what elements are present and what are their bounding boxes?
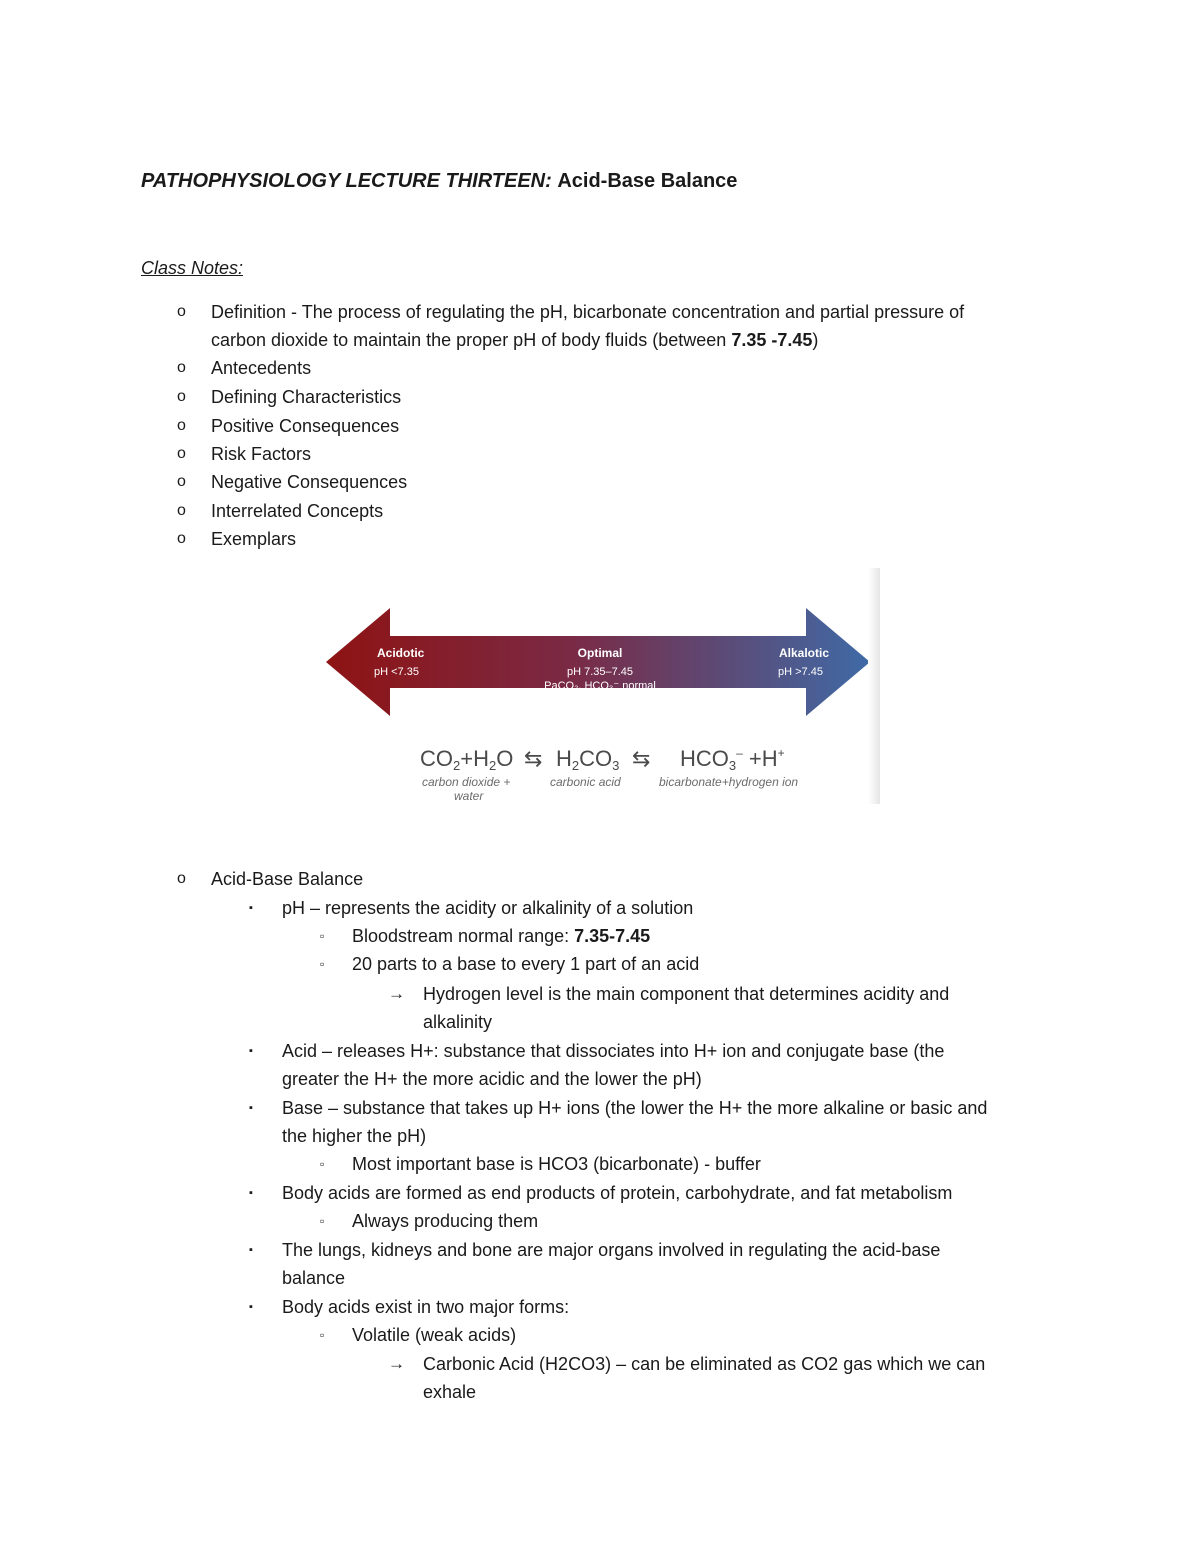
definition-ph-range: 7.35 -7.45 bbox=[731, 330, 813, 350]
body-acids-metabolism: Body acids are formed as end products of protein, carbohydrate, and fat metabolism bbox=[282, 1183, 953, 1203]
hollow-square-bullet: ▫ bbox=[320, 957, 325, 971]
carbonic-equation bbox=[420, 746, 840, 776]
caption-co2-water: carbon dioxide + bbox=[422, 775, 511, 789]
list-item: Risk Factors bbox=[211, 444, 312, 464]
organs-line-2: balance bbox=[282, 1268, 346, 1288]
ph-scale-arrow bbox=[322, 606, 874, 716]
ph-normal-range: Bloodstream normal range: 7.35-7.45 bbox=[352, 926, 651, 946]
acidotic-ph: pH <7.35 bbox=[374, 666, 419, 678]
circle-bullet: o bbox=[177, 445, 186, 462]
circle-bullet: o bbox=[177, 530, 186, 547]
definition-line-1: Definition - The process of regulating the pH, bicarbonate concentration and partial pressure of bbox=[211, 302, 965, 322]
ph-range-value: 7.35-7.45 bbox=[574, 926, 651, 946]
h2co3-term: H2CO3 bbox=[556, 746, 620, 773]
caption-bicarbonate: bicarbonate+hydrogen ion bbox=[659, 775, 799, 789]
carbonic-acid-line-2: exhale bbox=[423, 1382, 477, 1402]
base-line-2: the higher the pH) bbox=[282, 1126, 427, 1146]
volatile-acids: Volatile (weak acids) bbox=[352, 1325, 517, 1345]
hollow-square-bullet: ▫ bbox=[320, 1328, 325, 1342]
ph-definition: pH – represents the acidity or alkalinity of a solution bbox=[282, 898, 694, 918]
caption-carbonic-acid: carbonic acid bbox=[550, 775, 621, 789]
acid-line-1: Acid – releases H+: substance that dissociates into H+ ion and conjugate base (the bbox=[282, 1041, 945, 1061]
image-edge-shadow bbox=[868, 568, 880, 804]
square-bullet: ▪ bbox=[249, 1244, 253, 1256]
acidotic-label: Acidotic bbox=[377, 646, 425, 660]
list-item: Antecedents bbox=[211, 358, 312, 378]
acid-line-2: greater the H+ the more acidic and the lower the pH) bbox=[282, 1069, 702, 1089]
list-item: Positive Consequences bbox=[211, 416, 400, 436]
page-title bbox=[141, 168, 737, 194]
circle-bullet: o bbox=[177, 303, 186, 320]
equilibrium-arrow-icon: ⇆ bbox=[524, 746, 543, 771]
square-bullet: ▪ bbox=[249, 902, 253, 914]
optimal-gases: PaCO₂, HCO₃⁻ normal bbox=[544, 680, 656, 692]
list-item: Negative Consequences bbox=[211, 472, 408, 492]
caption-water: water bbox=[454, 789, 484, 803]
base-bicarbonate: Most important base is HCO3 (bicarbonate) - buffer bbox=[352, 1154, 761, 1174]
organs-line-1: The lungs, kidneys and bone are major organs involved in regulating the acid-base bbox=[282, 1240, 941, 1260]
acid-base-heading: Acid-Base Balance bbox=[211, 869, 364, 889]
ph-ratio: 20 parts to a base to every 1 part of an acid bbox=[352, 954, 700, 974]
circle-bullet: o bbox=[177, 359, 186, 376]
square-bullet: ▪ bbox=[249, 1187, 253, 1199]
equilibrium-arrow-icon: ⇆ bbox=[632, 746, 651, 771]
circle-bullet: o bbox=[177, 473, 186, 490]
carbonic-acid-line-1: Carbonic Acid (H2CO3) – can be eliminated as CO2 gas which we can bbox=[423, 1354, 986, 1374]
title-topic: Acid-Base Balance bbox=[557, 170, 738, 192]
alkalotic-label: Alkalotic bbox=[779, 646, 830, 660]
square-bullet: ▪ bbox=[249, 1102, 253, 1114]
square-bullet: ▪ bbox=[249, 1045, 253, 1057]
circle-bullet: o bbox=[177, 388, 186, 405]
hydrogen-line-1: Hydrogen level is the main component that determines acidity and bbox=[423, 984, 950, 1004]
hollow-square-bullet: ▫ bbox=[320, 1214, 325, 1228]
hollow-square-bullet: ▫ bbox=[320, 929, 325, 943]
circle-bullet: o bbox=[177, 502, 186, 519]
hollow-square-bullet: ▫ bbox=[320, 1157, 325, 1171]
list-item: Exemplars bbox=[211, 529, 297, 549]
section-label: Class Notes: bbox=[141, 258, 244, 278]
base-line-1: Base – substance that takes up H+ ions (the lower the H+ the more alkaline or basic and bbox=[282, 1098, 988, 1118]
list-item: Defining Characteristics bbox=[211, 387, 402, 407]
circle-bullet: o bbox=[177, 870, 186, 887]
always-producing: Always producing them bbox=[352, 1211, 539, 1231]
circle-bullet: o bbox=[177, 417, 186, 434]
square-bullet: ▪ bbox=[249, 1301, 253, 1313]
arrow-bullet-icon: → bbox=[388, 1354, 405, 1373]
co2-h2o-term: CO2+H2O bbox=[420, 746, 514, 773]
optimal-ph: pH 7.35–7.45 bbox=[566, 666, 634, 678]
list-item: Interrelated Concepts bbox=[211, 501, 384, 521]
ph-scale-diagram bbox=[322, 568, 880, 804]
hydrogen-line-2: alkalinity bbox=[423, 1012, 493, 1032]
definition-line-2: carbon dioxide to maintain the proper pH of body fluids (between 7.35 -7.45) bbox=[211, 330, 819, 350]
title-italic: PATHOPHYSIOLOGY LECTURE THIRTEEN: bbox=[141, 170, 552, 192]
acid-forms: Body acids exist in two major forms: bbox=[282, 1297, 570, 1317]
alkalotic-ph: pH >7.45 bbox=[778, 666, 823, 678]
optimal-label: Optimal bbox=[577, 646, 623, 660]
hco3-h-term: HCO3– +H+ bbox=[680, 746, 785, 773]
arrow-bullet-icon: → bbox=[388, 984, 405, 1003]
double-arrow-shape bbox=[326, 608, 870, 716]
